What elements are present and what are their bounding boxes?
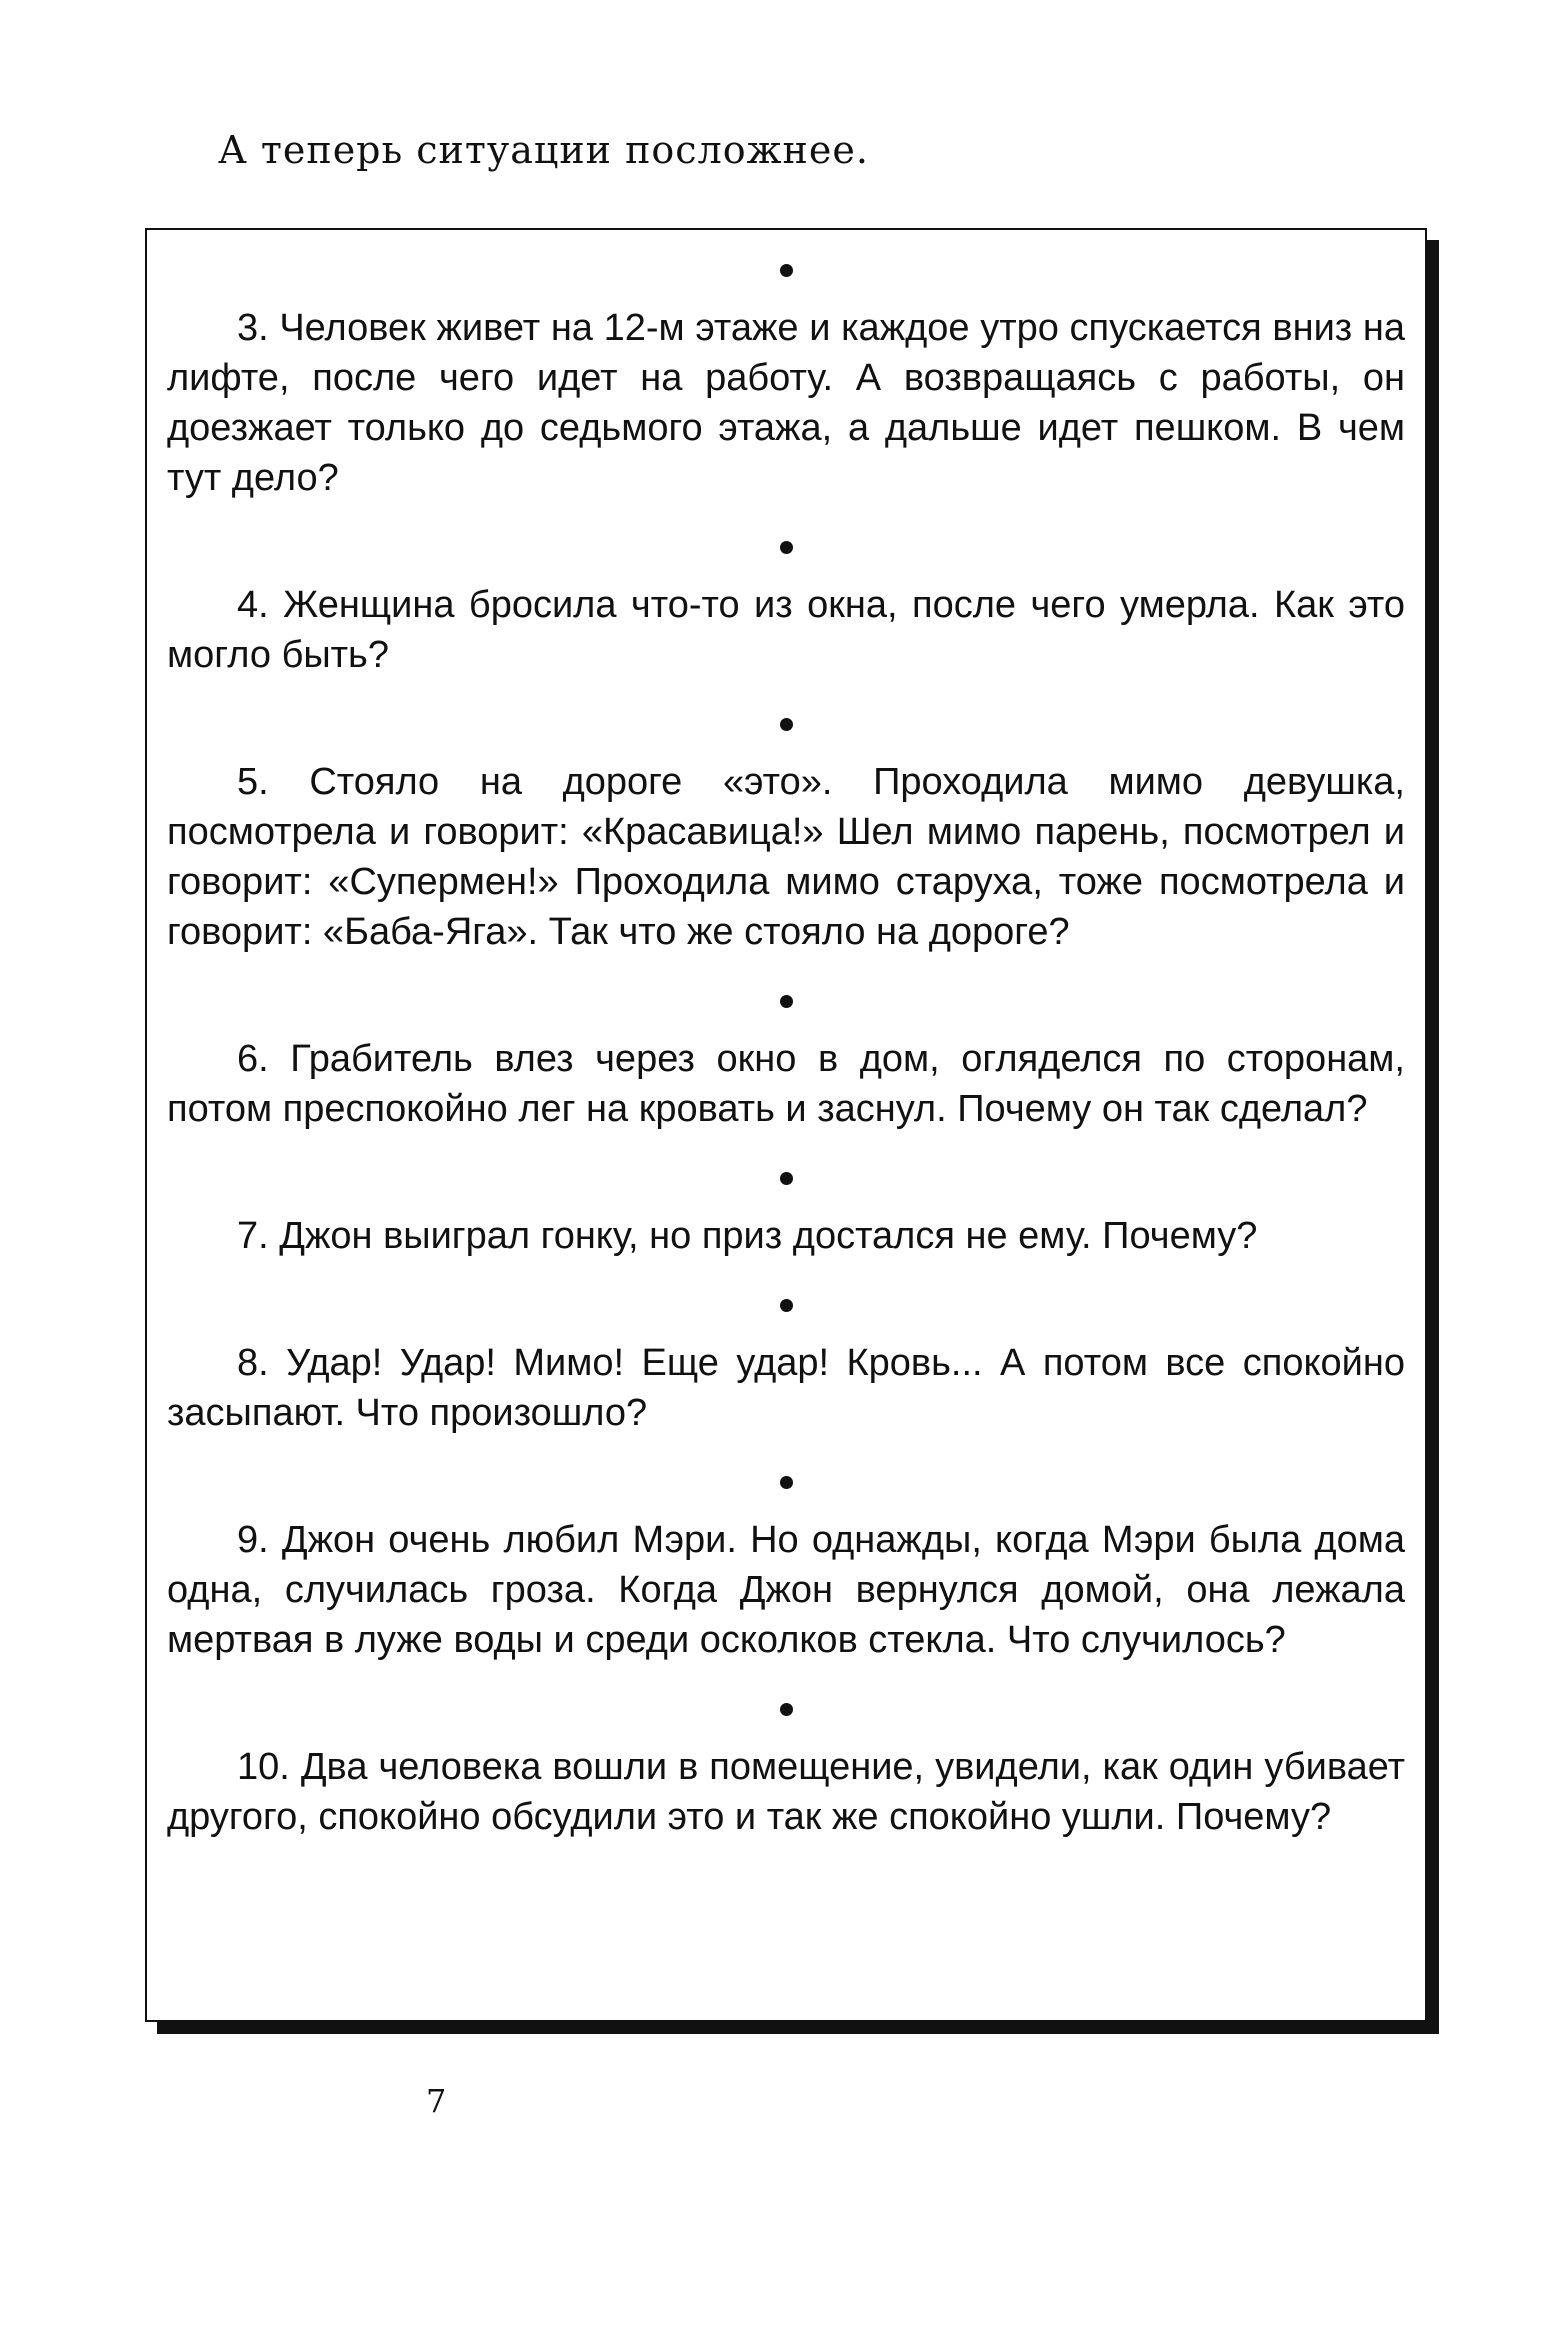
problem-item: [167, 541, 1405, 680]
bullet-icon: [780, 995, 793, 1008]
intro-text: А теперь ситуации посложнее.: [218, 128, 869, 172]
problem-item: [167, 1476, 1405, 1665]
problem-text: 9. Джон очень любил Мэри. Но однажды, когда Мэри была дома одна, случилась гроза. Когда Джон вернулся домой, она лежала мертвая в луже воды и среди осколков стекла. Что случилось?: [167, 1519, 1405, 1661]
bullet-icon: [780, 1172, 793, 1185]
bullet-icon: [780, 541, 793, 554]
bullet-icon: [780, 264, 793, 277]
problem-item: [167, 718, 1405, 957]
bullet-icon: [780, 1299, 793, 1312]
problem-text: 4. Женщина бросила что-то из окна, после чего умерла. Как это могло быть?: [167, 584, 1405, 676]
page-number: 7: [426, 2082, 447, 2120]
problem-item: [167, 995, 1405, 1134]
problem-text: 3. Человек живет на 12-м этаже и каждое утро спускается вниз на лифте, после чего идет на работу. А возвращаясь с работы, он доезжает только до седьмого этажа, а дальше идет пешком. В чем тут дело?: [167, 307, 1405, 499]
problem-text: 8. Удар! Удар! Мимо! Еще удар! Кровь... А потом все спокойно засыпают. Что произошло?: [167, 1342, 1405, 1434]
problem-text: 10. Два человека вошли в помещение, увидели, как один убивает другого, спокойно обсудили это и так же спокойно ушли. Почему?: [167, 1746, 1405, 1838]
problem-text: 5. Стояло на дороге «это». Проходила мимо девушка, посмотрела и говорит: «Красавица!» Шел мимо парень, посмотрел и говорит: «Супермен!» Проходила мимо старуха, тоже посмотрела и говорит: «Баба-Яга». Так что же стояло на дороге?: [167, 761, 1405, 953]
problems-frame: [145, 228, 1427, 2022]
problem-text: 6. Грабитель влез через окно в дом, огляделся по сторонам, потом преспокойно лег на кровать и заснул. Почему он так сделал?: [167, 1038, 1405, 1130]
problem-item: [167, 1299, 1405, 1438]
bullet-icon: [780, 718, 793, 731]
problem-text: 7. Джон выиграл гонку, но приз достался не ему. Почему?: [237, 1215, 1258, 1257]
problem-item: [167, 1172, 1405, 1261]
problem-list: [167, 264, 1405, 1880]
bullet-icon: [780, 1703, 793, 1716]
problem-item: [167, 264, 1405, 503]
problem-item: [167, 1703, 1405, 1842]
bullet-icon: [780, 1476, 793, 1489]
